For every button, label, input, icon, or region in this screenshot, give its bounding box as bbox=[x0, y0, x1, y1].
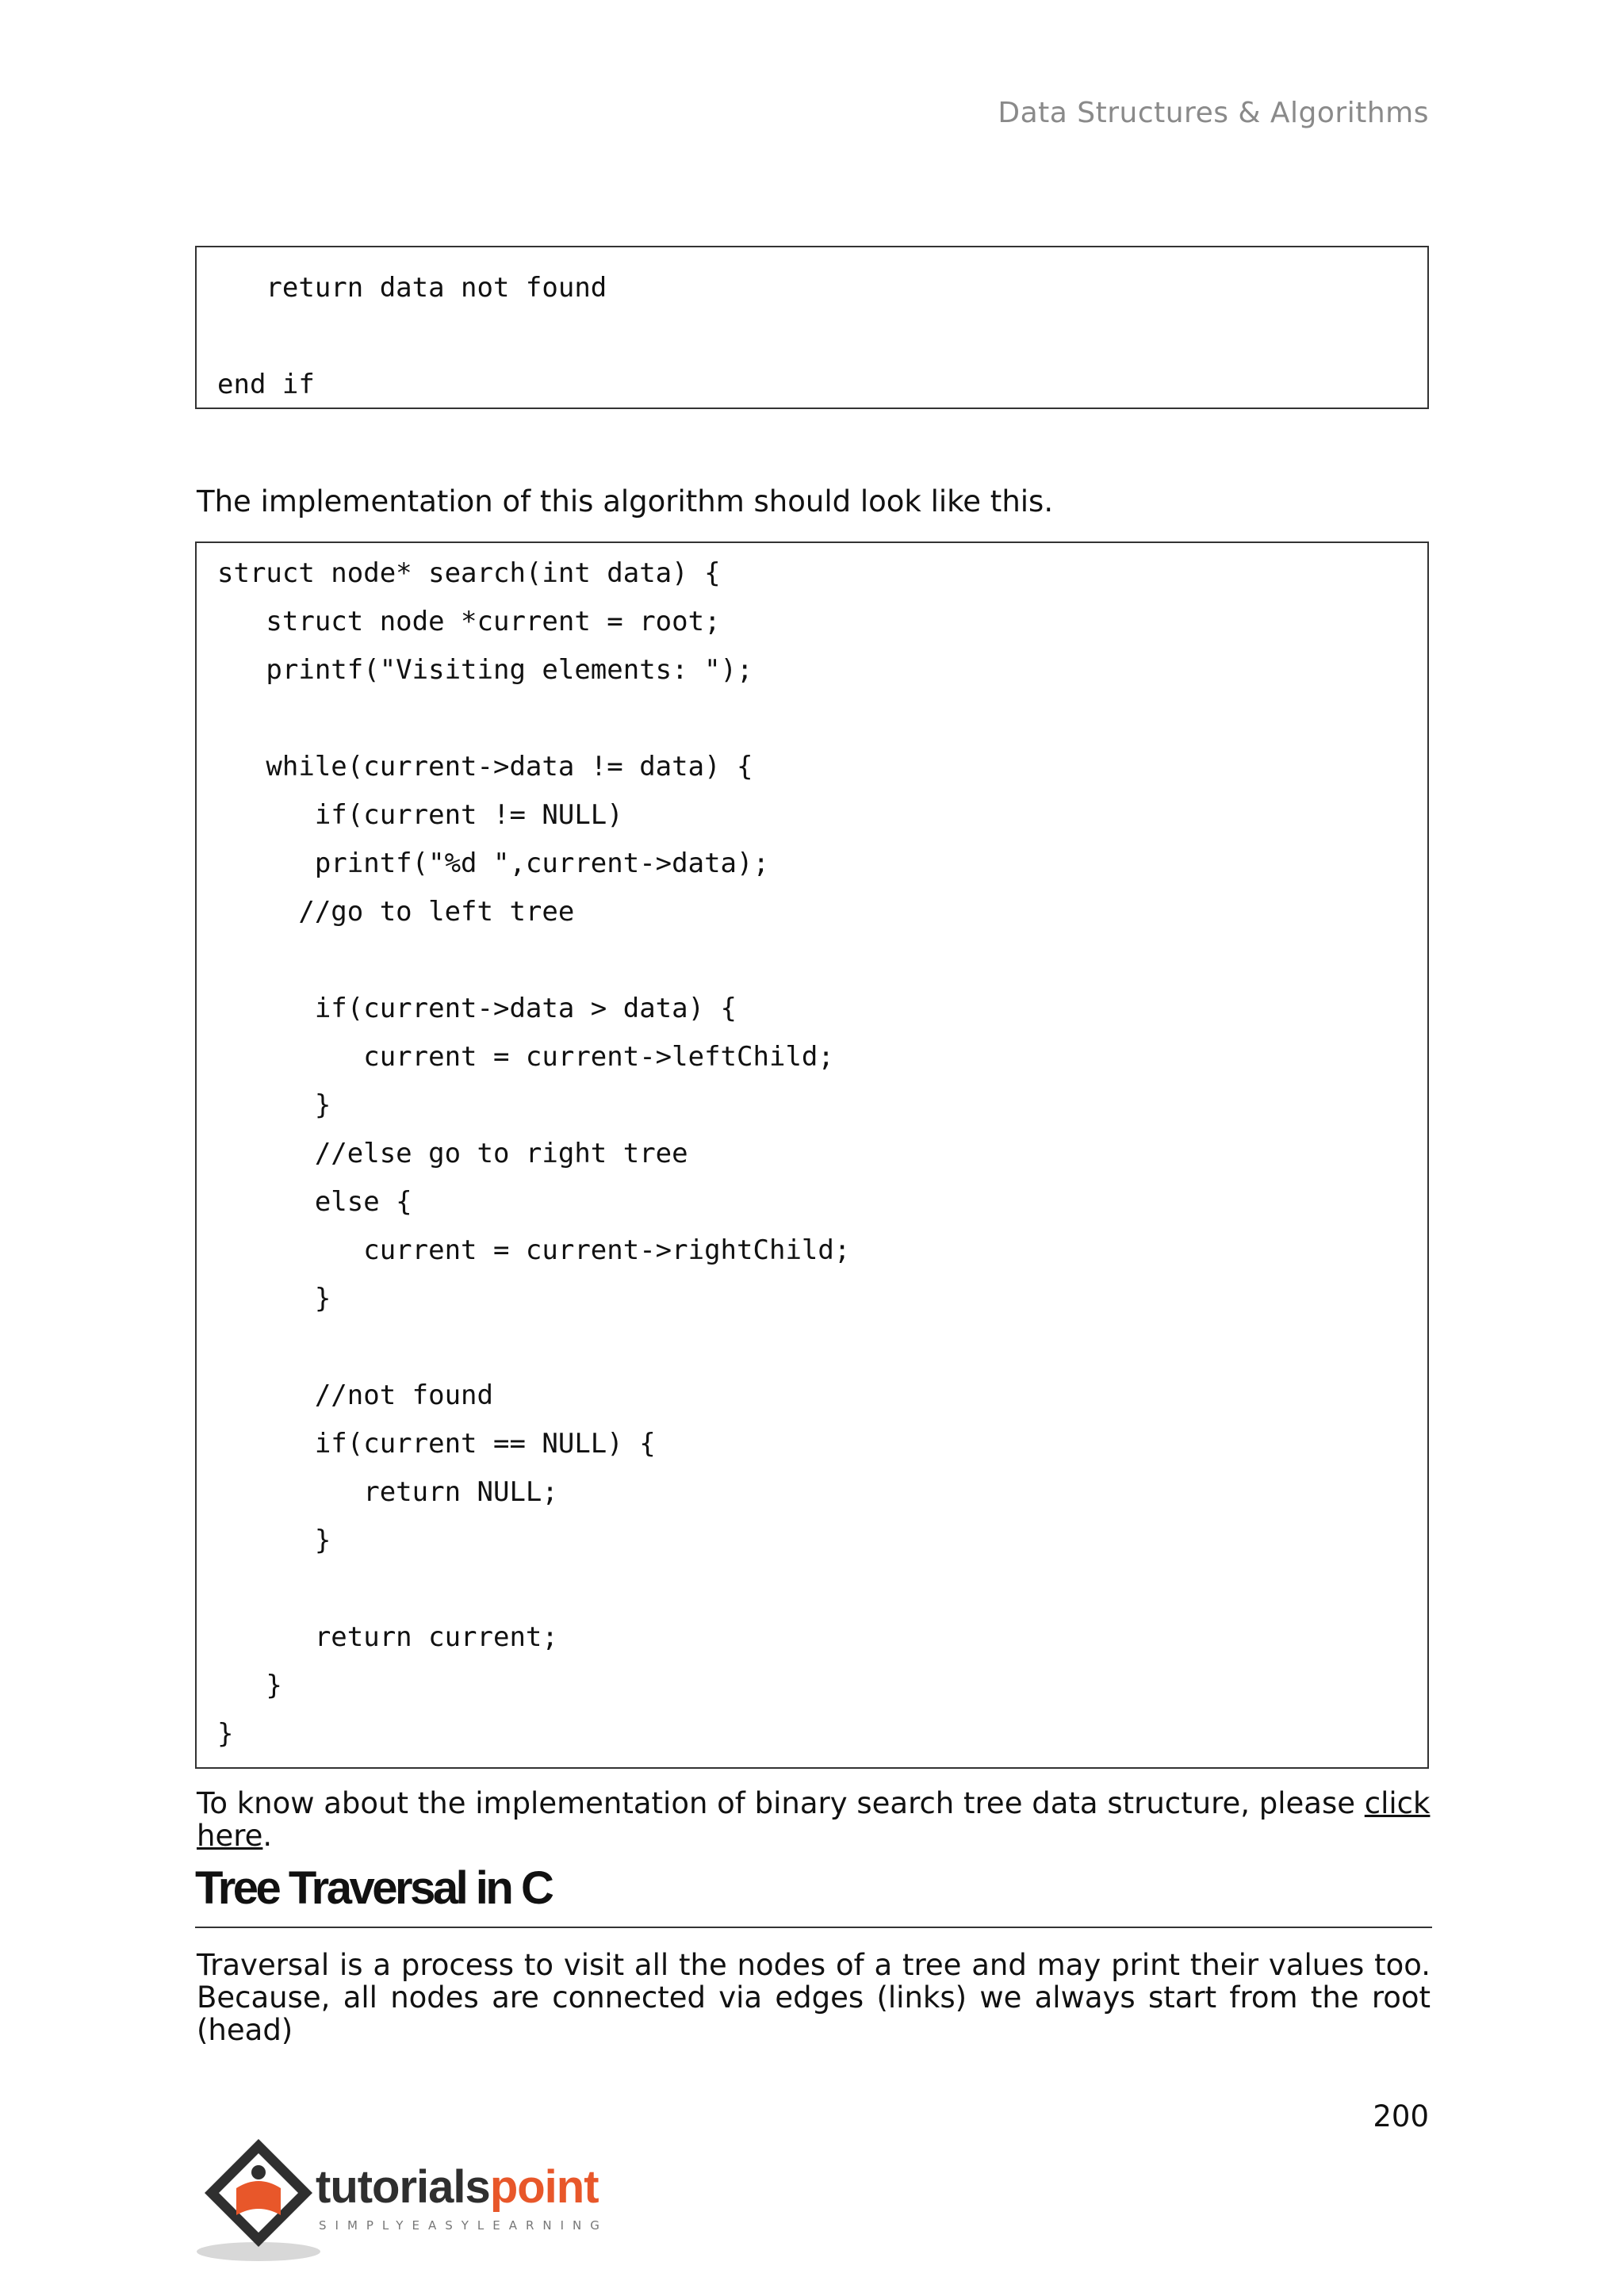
code-line: if(current->data > data) { bbox=[217, 993, 737, 1024]
click-here-link[interactable]: click here bbox=[197, 1786, 1431, 1853]
tutorialspoint-logo bbox=[195, 2133, 639, 2267]
code-line: current = current->leftChild; bbox=[217, 1041, 834, 1073]
code-line: //go to left tree bbox=[217, 896, 575, 928]
code-line: } bbox=[217, 1718, 234, 1750]
code-line: } bbox=[217, 1089, 331, 1121]
code-line: //not found bbox=[217, 1380, 493, 1411]
traversal-paragraph-line-1: Traversal is a process to visit all the nodes of a tree and may print their values too. bbox=[197, 1948, 1431, 1982]
page-number: 200 bbox=[1373, 2099, 1429, 2133]
code-line: if(current == NULL) { bbox=[217, 1428, 656, 1460]
code-line: struct node *current = root; bbox=[217, 606, 721, 637]
code-line: } bbox=[217, 1670, 282, 1701]
bst-note-paragraph bbox=[197, 1787, 1431, 1852]
code-block-continuation bbox=[195, 246, 1429, 409]
code-block-search-function bbox=[195, 541, 1429, 1769]
code-line: } bbox=[217, 1525, 331, 1556]
logo-wordmark: tutorialspoint bbox=[316, 2161, 599, 2213]
code-line: end if bbox=[217, 369, 315, 400]
code-line: current = current->rightChild; bbox=[217, 1234, 851, 1266]
running-header: Data Structures & Algorithms bbox=[998, 97, 1429, 129]
section-heading: Tree Traversal in C bbox=[195, 1862, 552, 1914]
code-line: return NULL; bbox=[217, 1476, 558, 1508]
traversal-paragraph-line-2: Because, all nodes are connected via edges (links) we always start from the root (head) bbox=[197, 1980, 1431, 2047]
code-line: if(current != NULL) bbox=[217, 799, 623, 831]
code-line: struct node* search(int data) { bbox=[217, 557, 721, 589]
logo-person-head bbox=[251, 2165, 266, 2179]
code-line: } bbox=[217, 1283, 331, 1314]
code-line: return data not found bbox=[217, 272, 607, 304]
code-line: //else go to right tree bbox=[217, 1138, 688, 1169]
bst-note-suffix: . bbox=[262, 1819, 273, 1853]
heading-rule bbox=[195, 1927, 1432, 1928]
intro-paragraph: The implementation of this algorithm should look like this. bbox=[197, 484, 1054, 519]
code-line: else { bbox=[217, 1186, 412, 1218]
code-line: printf("%d ",current->data); bbox=[217, 848, 769, 879]
logo-tagline: SIMPLYEASYLEARNING bbox=[319, 2218, 608, 2233]
code-line: printf("Visiting elements: "); bbox=[217, 654, 753, 686]
code-line: return current; bbox=[217, 1621, 558, 1653]
code-line: while(current->data != data) { bbox=[217, 751, 753, 783]
bst-note-text: To know about the implementation of binary search tree data structure, please bbox=[197, 1786, 1365, 1820]
